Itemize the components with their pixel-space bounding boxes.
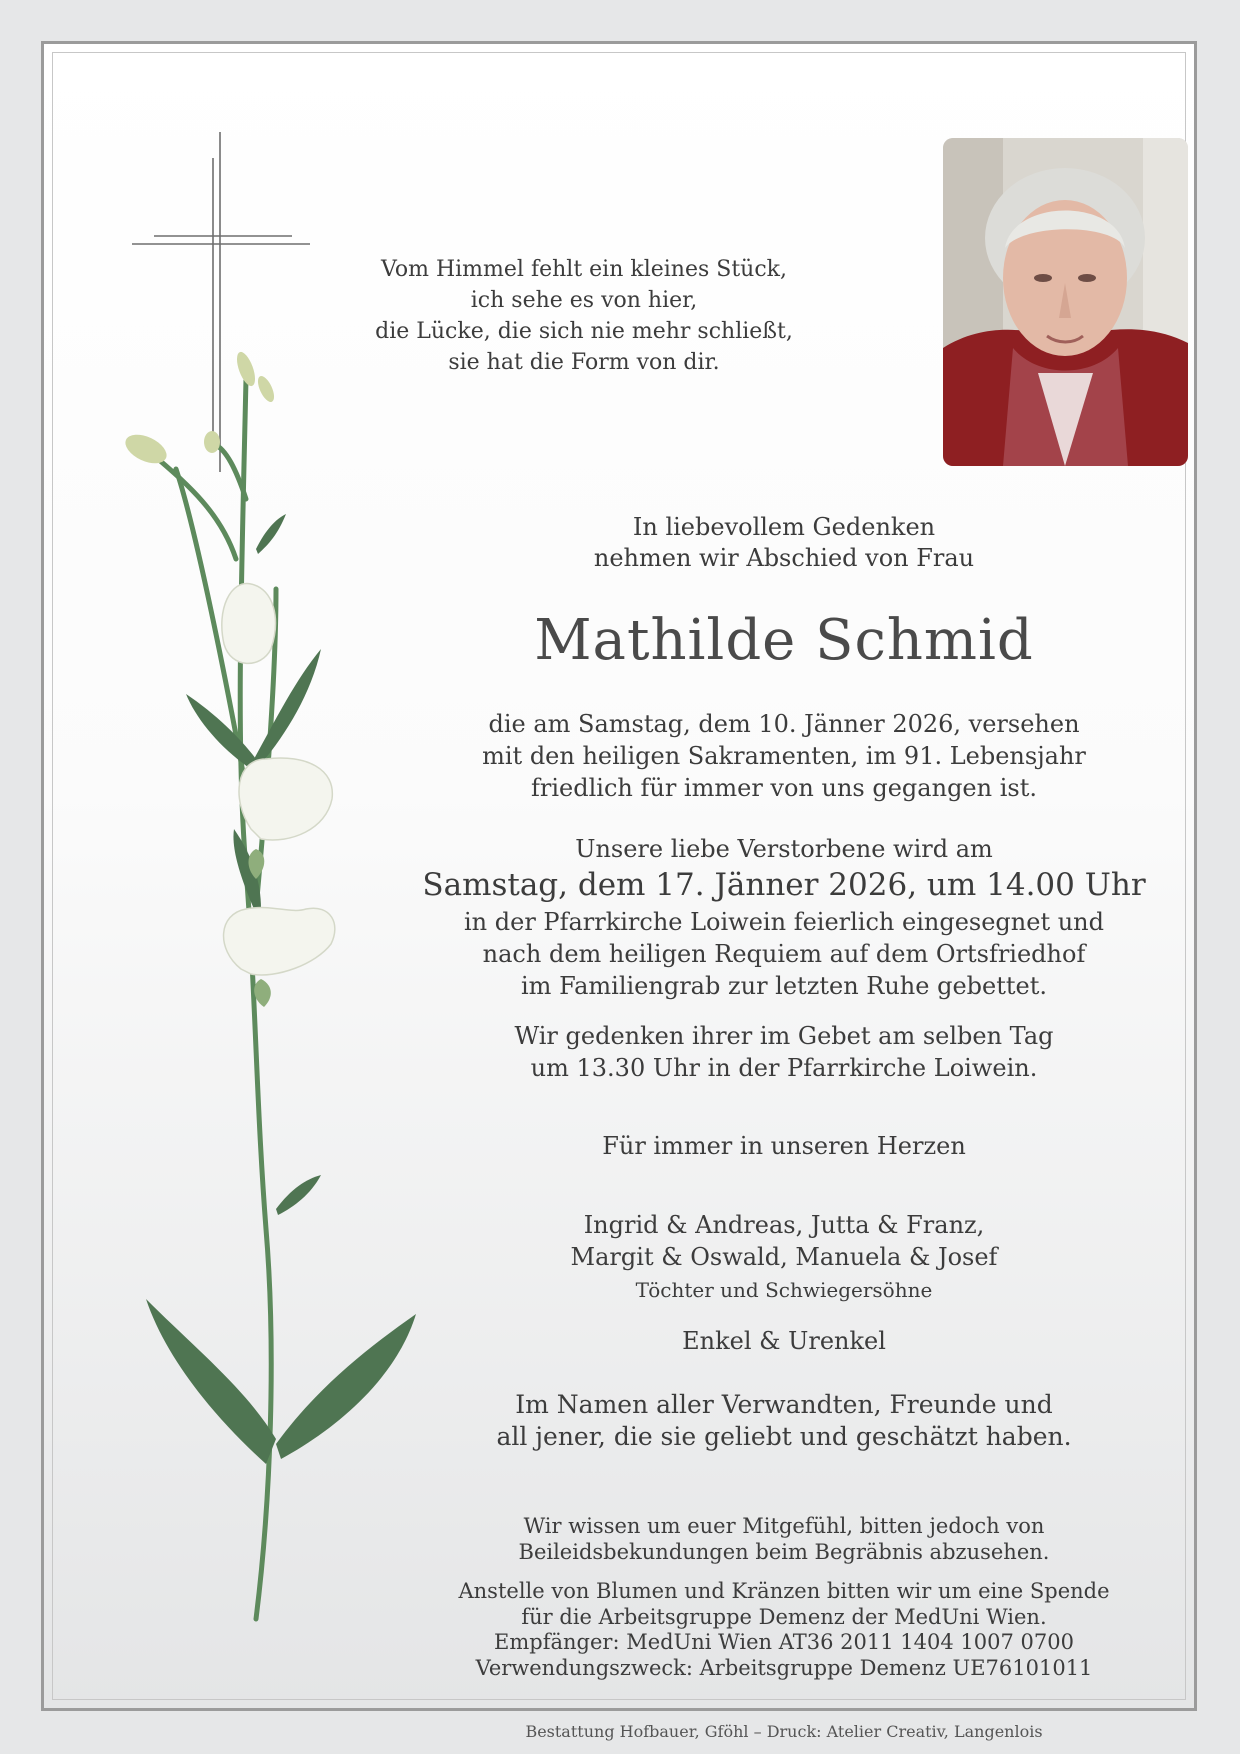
donation-line: Anstelle von Blumen und Kränzen bitten wir um eine Spende <box>458 1579 1110 1603</box>
funeral-line: in der Pfarrkirche Loiwein feierlich eingesegnet und <box>463 908 1105 936</box>
death-notice <box>434 708 1134 804</box>
family-role: Töchter und Schwiegersöhne <box>635 1278 933 1302</box>
funeral-date-time: Samstag, dem 17. Jänner 2026, um 14.00 Uhr <box>422 867 1146 903</box>
poem-line: Vom Himmel fehlt ein kleines Stück, <box>380 257 787 282</box>
condolence-note <box>434 1514 1134 1565</box>
prayer-notice <box>434 1020 1134 1084</box>
prayer-line: Wir gedenken ihrer im Gebet am selben Tag <box>514 1022 1054 1050</box>
prayer-line: um 13.30 Uhr in der Pfarrkirche Loiwein. <box>530 1054 1038 1082</box>
relatives-text <box>434 1389 1134 1453</box>
deceased-name: Mathilde Schmid <box>534 608 1034 673</box>
lisianthus-flower-illustration <box>106 349 446 1629</box>
closing-phrase: Für immer in unseren Herzen <box>602 1132 966 1160</box>
poem-line: ich sehe es von hier, <box>470 288 698 313</box>
donation-line: Verwendungszweck: Arbeitsgruppe Demenz UE76101011 <box>475 1655 1093 1680</box>
family-line: Margit & Oswald, Manuela & Josef <box>570 1243 998 1271</box>
relatives-line: all jener, die sie geliebt und geschätzt haben. <box>496 1422 1072 1451</box>
funeral-line: im Familiengrab zur letzten Ruhe gebettet. <box>521 972 1047 1000</box>
death-notice-line: mit den heiligen Sakramenten, im 91. Lebensjahr <box>482 742 1086 770</box>
condolence-line: Beileidsbekundungen beim Begräbnis abzusehen. <box>518 1539 1050 1564</box>
family-names <box>434 1209 1134 1273</box>
donation-line: Empfänger: MedUni Wien AT36 2011 1404 1007 0700 <box>494 1630 1074 1654</box>
footer-credits: Bestattung Hofbauer, Gföhl – Druck: Atelier Creativ, Langenlois <box>525 1722 1043 1741</box>
funeral-line: nach dem heiligen Requiem auf dem Ortsfriedhof <box>482 940 1086 968</box>
relatives-line: Im Namen aller Verwandten, Freunde und <box>515 1390 1053 1419</box>
donation-request <box>434 1579 1134 1681</box>
donation-line: für die Arbeitsgruppe Demenz der MedUni Wien. <box>521 1604 1047 1629</box>
grandchildren: Enkel & Urenkel <box>682 1327 886 1355</box>
condolence-line: Wir wissen um euer Mitgefühl, bitten jedoch von <box>523 1514 1045 1538</box>
intro-line: nehmen wir Abschied von Frau <box>593 544 975 572</box>
poem <box>344 254 824 378</box>
death-notice-line: die am Samstag, dem 10. Jänner 2026, versehen <box>488 710 1080 738</box>
funeral-intro: Unsere liebe Verstorbene wird am <box>575 835 993 863</box>
intro-text <box>524 512 1044 574</box>
death-notice-line: friedlich für immer von uns gegangen ist. <box>531 774 1037 802</box>
intro-line: In liebevollem Gedenken <box>632 513 936 541</box>
obituary-card <box>41 41 1197 1741</box>
portrait-photo <box>943 138 1188 466</box>
poem-line: die Lücke, die sich nie mehr schließt, <box>375 319 793 344</box>
family-line: Ingrid & Andreas, Jutta & Franz, <box>583 1211 985 1239</box>
poem-line: sie hat die Form von dir. <box>448 350 720 375</box>
funeral-details <box>434 906 1134 1002</box>
